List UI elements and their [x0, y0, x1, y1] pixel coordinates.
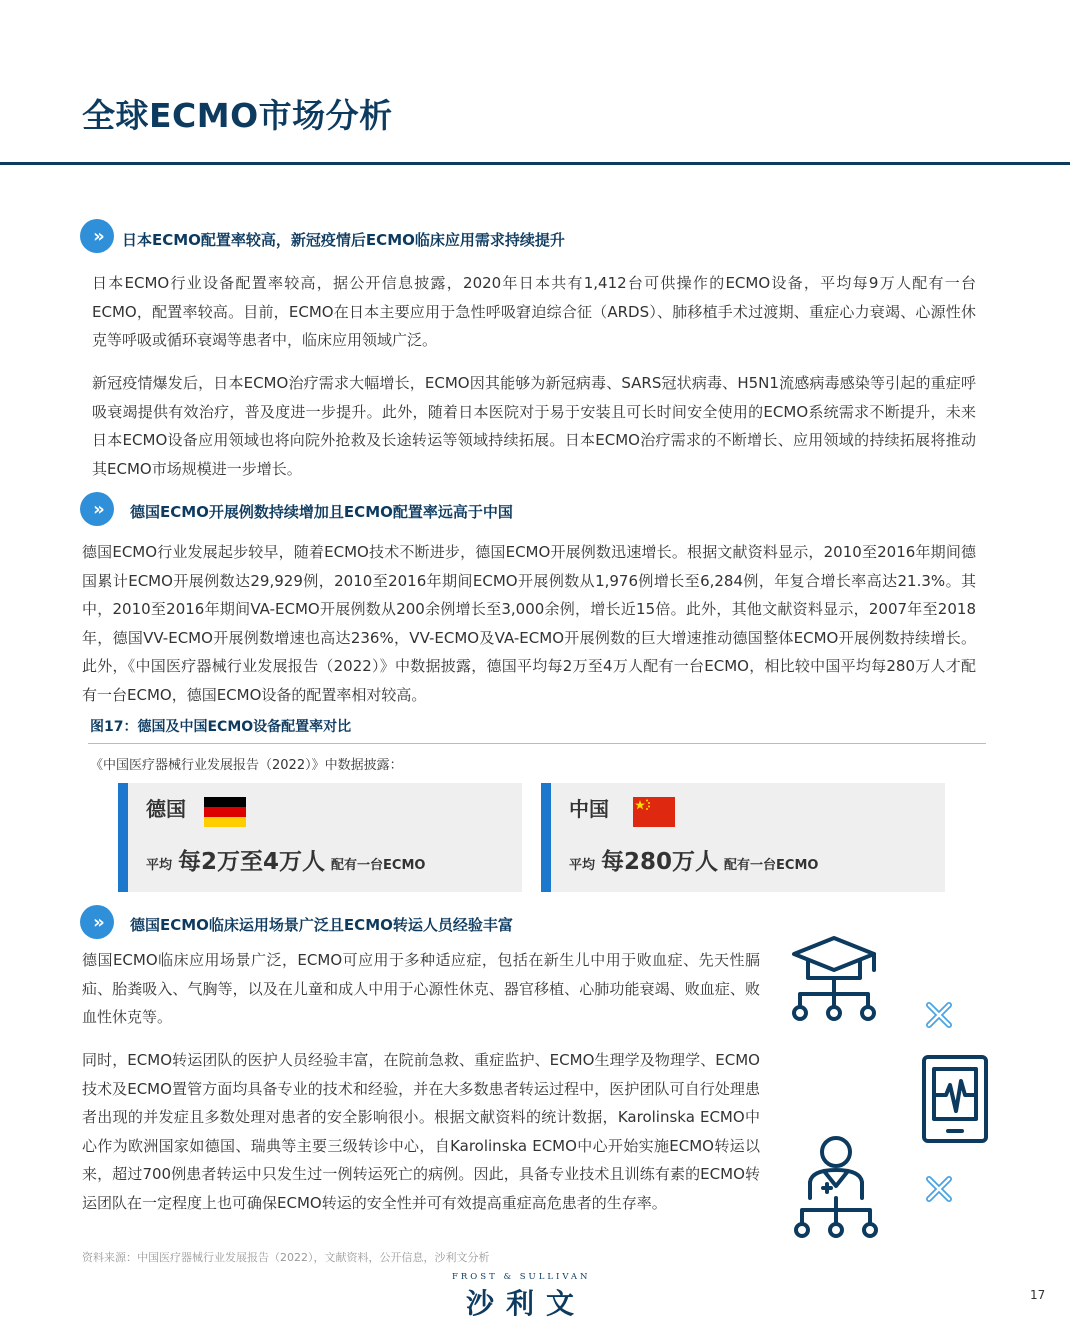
section-paragraph: 日本ECMO行业设备配置率较高，据公开信息披露，2020年日本共有1,412台可供操作的ECMO设备，平均每9万人配有一台ECMO，配置率较高。目前，ECMO在日本主要应用于急性呼吸窘迫综合征（ARDS）、肺移植手术过渡期、重症心力衰竭、心源性休克等呼吸或循环衰竭等患者中，临床应用领域广泛。: [92, 274, 976, 349]
title-divider: [0, 162, 1070, 165]
figure-divider: [88, 743, 986, 744]
card-value: 每280万人: [601, 849, 719, 875]
tablet-heartbeat-icon: [920, 1053, 990, 1145]
germany-flag: [204, 797, 246, 827]
china-card: [541, 783, 945, 892]
section-title-germany-cases: 德国ECMO开展例数持续增加且ECMO配置率远高于中国: [130, 503, 513, 521]
graduation-cap-network-icon: [788, 932, 884, 1024]
page-title: 全球ECMO市场分析: [82, 96, 393, 135]
double-chevron-icon: »: [80, 219, 114, 253]
card-ratio: [569, 843, 818, 876]
card-accent-bar: [541, 783, 551, 892]
card-country: 德国: [146, 797, 186, 821]
section-title-japan: 日本ECMO配置率较高，新冠疫情后ECMO临床应用需求持续提升: [122, 231, 565, 249]
card-ratio: [146, 843, 425, 876]
section-paragraph: 同时，ECMO转运团队的医护人员经验丰富，在院前急救、重症监护、ECMO生理学及物理学、ECMO技术及ECMO置管方面均具备专业的技术和经验，并在大多数患者转运过程中，医护团队可自行处理患者出现的并发症且多数处理对患者的安全影响很小。根据文献资料的统计数据，Karolinska ECMO中心作为欧洲国家如德国、瑞典等主要三级转诊中心，自Karolinska ECMO中心开始实施ECMO转运以来，超过700例患者转运中只发生过一例转运死亡的病例。因此，具备专业技术且训练有素的ECMO转运团队在一定程度上也可确保ECMO转运的安全性并可有效提高重症高危患者的生存率。: [82, 1051, 760, 1212]
figure-title: 图17：德国及中国ECMO设备配置率对比: [90, 719, 352, 735]
card-suffix: 配有一台ECMO: [331, 858, 426, 873]
section-title-germany-transport: 德国ECMO临床运用场景广泛且ECMO转运人员经验丰富: [130, 916, 513, 934]
section-paragraph: 德国ECMO行业发展起步较早，随着ECMO技术不断进步，德国ECMO开展例数迅速增长。根据文献资料显示，2010至2016年期间德国累计ECMO开展例数达29,929例，2010至2016年期间ECMO开展例数从1,976例增长至6,284例，年复合增长率高达21.3%。其中，2010至2016年期间VA-ECMO开展例数从200余例增长至3,000余例，增长近15倍。此外，其他文献资料显示，2007年至2018年，德国VV-ECMO开展例数增速也高达236%，VV-ECMO及VA-ECMO开展例数的巨大增速推动德国整体ECMO开展例数持续增长。此外，《中国医疗器械行业发展报告（2022）》中数据披露，德国平均每2万至4万人配有一台ECMO，相比较中国平均每280万人才配有一台ECMO，德国ECMO设备的配置率相对较高。: [82, 543, 976, 704]
cross-icon: [925, 1175, 953, 1203]
section-paragraph: 德国ECMO临床应用场景广泛，ECMO可应用于多种适应症，包括在新生儿中用于败血症、先天性膈疝、胎粪吸入、气胸等，以及在儿童和成人中用于心源性休克、器官移植、心肺功能衰竭、败血症、败血性休克等。: [82, 951, 760, 1026]
source-note: 资料来源：中国医疗器械行业发展报告（2022），文献资料，公开信息，沙利文分析: [82, 1251, 490, 1264]
card-prefix: 平均: [146, 858, 173, 873]
germany-card: [118, 783, 522, 892]
doctor-network-icon: [790, 1134, 884, 1242]
card-accent-bar: [118, 783, 128, 892]
card-prefix: 平均: [569, 858, 596, 873]
figure-note: 《中国医疗器械行业发展报告（2022）》中数据披露：: [90, 758, 403, 773]
card-value: 每2万至4万人: [178, 849, 326, 875]
cross-icon: [925, 1001, 953, 1029]
card-country: 中国: [569, 797, 609, 821]
brand-logo-en: FROST & SULLIVAN: [452, 1272, 591, 1282]
china-flag: [632, 797, 676, 827]
section-paragraph: 新冠疫情爆发后，日本ECMO治疗需求大幅增长，ECMO因其能够为新冠病毒、SARS冠状病毒、H5N1流感病毒感染等引起的重症呼吸衰竭提供有效治疗，普及度进一步提升。此外，随着日本医院对于易于安装且可长时间安全使用的ECMO系统需求不断提升，未来日本ECMO设备应用领域也将向院外抢救及长途转运等领域持续拓展。日本ECMO治疗需求的不断增长、应用领域的持续拓展将推动其ECMO市场规模进一步增长。: [92, 374, 976, 478]
double-chevron-icon: »: [80, 905, 114, 939]
card-suffix: 配有一台ECMO: [724, 858, 819, 873]
brand-logo-cn: 沙利文: [466, 1287, 587, 1320]
double-chevron-icon: »: [80, 492, 114, 526]
page-number: 17: [1030, 1288, 1046, 1302]
